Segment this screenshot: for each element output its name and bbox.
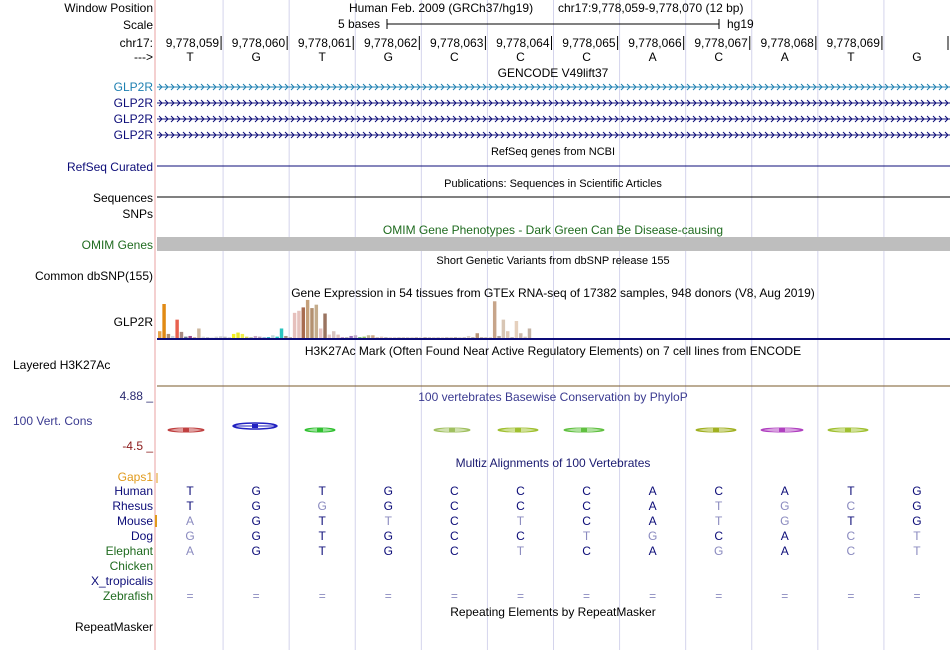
assembly-title: Human Feb. 2009 (GRCh37/hg19) <box>349 1 534 15</box>
alignment-base: C <box>714 484 724 498</box>
reference-base: A <box>648 50 657 64</box>
dbsnp-title: Short Genetic Variants from dbSNP release 155 <box>436 255 670 267</box>
gtex-bar[interactable] <box>289 337 292 338</box>
gtex-bar[interactable] <box>358 337 361 338</box>
gtex-bar[interactable] <box>458 337 461 338</box>
alignment-base: C <box>582 484 591 498</box>
gtex-bar[interactable] <box>223 337 226 338</box>
repeatmasker-title: Repeating Elements by RepeatMasker <box>450 605 656 619</box>
alignment-base: T <box>847 484 855 498</box>
coordinate-label: 9,778,063 <box>430 36 484 50</box>
alignment-base: G <box>912 499 922 513</box>
phylop-min-label: -4.5 _ <box>122 439 153 453</box>
alignment-base: G <box>780 499 790 513</box>
phylop-mark[interactable] <box>761 428 803 432</box>
gtex-bar[interactable] <box>319 328 322 338</box>
gtex-bar[interactable] <box>402 337 405 338</box>
gtex-bar[interactable] <box>397 337 400 338</box>
coordinate-label: 9,778,059 <box>165 36 220 50</box>
refseq-label[interactable]: RefSeq Curated <box>66 160 153 174</box>
gtex-bar[interactable] <box>249 337 252 338</box>
gtex-bar[interactable] <box>210 337 213 338</box>
phylop-mark[interactable] <box>696 428 736 432</box>
alignment-base: G <box>647 529 658 543</box>
phylop-mark[interactable] <box>564 428 604 432</box>
gencode-label-2[interactable]: GLP2R <box>113 96 153 110</box>
alignment-base: G <box>251 514 261 528</box>
alignment-base: C <box>582 514 591 528</box>
coordinate-label: 9,778,062 <box>363 36 418 50</box>
gtex-bar[interactable] <box>406 337 409 338</box>
gtex-bar[interactable] <box>236 333 239 338</box>
alignment-base: T <box>186 484 194 498</box>
alignment-base: C <box>846 499 856 513</box>
gtex-bar[interactable] <box>293 313 296 338</box>
coordinate-label: 9,778,066 <box>628 36 682 50</box>
gtex-bar[interactable] <box>476 333 479 338</box>
dbsnp-label[interactable]: Common dbSNP(155) <box>34 269 153 283</box>
gtex-bar[interactable] <box>332 331 335 338</box>
reference-base: C <box>450 50 459 64</box>
alignment-base: G <box>714 544 724 558</box>
gtex-bar[interactable] <box>480 337 483 338</box>
gtex-bar[interactable] <box>436 337 439 338</box>
alignment-base: T <box>582 529 591 543</box>
alignment-base: A <box>648 484 657 498</box>
gtex-bar[interactable] <box>297 311 300 338</box>
scale-text: 5 bases <box>338 17 381 31</box>
reference-base: A <box>780 50 789 64</box>
alignment-base: = <box>715 589 723 603</box>
gtex-bar[interactable] <box>506 331 509 338</box>
alignment-base: G <box>251 484 261 498</box>
gtex-bar[interactable] <box>467 336 470 338</box>
gtex-bar[interactable] <box>449 337 452 338</box>
species-label[interactable]: Rhesus <box>112 499 153 513</box>
alignment-base: T <box>384 514 392 528</box>
gtex-bar[interactable] <box>175 320 178 338</box>
gtex-bar[interactable] <box>497 336 500 338</box>
gtex-bar[interactable] <box>328 335 331 338</box>
alignment-base: T <box>318 544 326 558</box>
gtex-bar[interactable] <box>489 337 492 338</box>
gtex-bar[interactable] <box>310 308 313 338</box>
coordinate-label: 9,778,065 <box>562 36 616 50</box>
alignment-base: = <box>781 589 789 603</box>
gtex-bar[interactable] <box>393 337 396 338</box>
alignment-base: T <box>913 529 921 543</box>
h3k27ac-title: H3K27Ac Mark (Often Found Near Active Regulatory Elements) on 7 cell lines from ENCODE <box>304 344 802 358</box>
omim-title: OMIM Gene Phenotypes - Dark Green Can Be Disease-causing <box>382 223 724 237</box>
alignment-base: C <box>582 544 591 558</box>
alignment-base: G <box>251 544 261 558</box>
gtex-bar[interactable] <box>528 328 531 338</box>
alignment-base: A <box>648 499 657 513</box>
gtex-bar[interactable] <box>271 335 274 338</box>
alignment-base: C <box>516 529 525 543</box>
alignment-base: C <box>450 514 459 528</box>
gtex-title: Gene Expression in 54 tissues from GTEx RNA-seq of 17382 samples, 948 donors (V8, Aug 2019) <box>291 286 815 300</box>
gtex-bar[interactable] <box>345 337 348 338</box>
phylop-max-label: 4.88 _ <box>119 389 153 403</box>
gtex-bar[interactable] <box>471 337 474 338</box>
reference-base: T <box>847 50 855 64</box>
alignment-base: G <box>317 499 327 513</box>
alignment-base: C <box>582 499 591 513</box>
reference-base: C <box>582 50 591 64</box>
alignment-base: A <box>186 544 195 558</box>
alignment-base: T <box>715 499 723 513</box>
gtex-bar[interactable] <box>188 336 191 338</box>
alignment-base: T <box>516 514 525 528</box>
gtex-bar[interactable] <box>362 337 365 338</box>
reference-base: G <box>383 50 393 64</box>
alignment-base: G <box>780 514 790 528</box>
alignment-base: C <box>846 529 856 543</box>
gaps-label[interactable]: Gaps1 <box>117 470 153 484</box>
gtex-bar[interactable] <box>523 337 526 338</box>
alignment-base: C <box>516 484 525 498</box>
gencode-label-3[interactable]: GLP2R <box>113 112 153 126</box>
gtex-bar[interactable] <box>341 337 344 338</box>
alignment-base: = <box>318 589 326 603</box>
gtex-bar[interactable] <box>202 337 205 338</box>
alignment-base: = <box>450 589 458 603</box>
gtex-bar[interactable] <box>376 337 379 338</box>
gtex-bar[interactable] <box>415 337 418 338</box>
position-range: chr17:9,778,059-9,778,070 (12 bp) <box>558 1 744 15</box>
gtex-bar[interactable] <box>158 331 161 338</box>
phylop-title: 100 vertebrates Basewise Conservation by PhyloP <box>418 390 688 404</box>
alignment-base: G <box>185 529 195 543</box>
gencode-label-4[interactable]: GLP2R <box>113 128 153 142</box>
alignment-base: A <box>780 484 789 498</box>
species-label[interactable]: Human <box>114 484 153 498</box>
alignment-base: C <box>450 484 459 498</box>
gtex-bar[interactable] <box>258 337 261 338</box>
gtex-bar[interactable] <box>419 337 422 338</box>
gtex-bar[interactable] <box>323 314 326 338</box>
sequences-label[interactable]: Sequences <box>92 191 153 205</box>
species-label[interactable]: Dog <box>130 529 153 543</box>
gtex-bar[interactable] <box>432 337 435 338</box>
alignment-base: T <box>516 544 525 558</box>
phylop-mark[interactable] <box>434 428 470 432</box>
gtex-bar[interactable] <box>349 336 352 338</box>
alignment-base: T <box>318 514 326 528</box>
gtex-bar[interactable] <box>302 307 305 338</box>
gtex-bar[interactable] <box>306 300 309 338</box>
assembly-name: hg19 <box>727 17 754 31</box>
alignment-base: A <box>780 529 789 543</box>
species-label[interactable]: Zebrafish <box>102 589 153 603</box>
gtex-bar[interactable] <box>445 337 448 338</box>
gtex-bar[interactable] <box>284 336 287 338</box>
gtex-bar[interactable] <box>193 337 196 338</box>
multiz-title: Multiz Alignments of 100 Vertebrates <box>455 456 651 470</box>
alignment-base: G <box>383 529 393 543</box>
alignment-base: C <box>846 544 856 558</box>
gtex-bar[interactable] <box>384 337 387 338</box>
phylop-marks[interactable] <box>168 423 868 432</box>
alignment-base: = <box>649 589 657 603</box>
gtex-bar[interactable] <box>380 337 383 338</box>
gtex-bar[interactable] <box>389 337 392 338</box>
reference-base: C <box>714 50 724 64</box>
alignment-base: C <box>450 529 459 543</box>
alignment-base: A <box>186 514 195 528</box>
species-label[interactable]: X_tropicalis <box>90 574 153 588</box>
gtex-bar[interactable] <box>515 321 518 338</box>
species-label[interactable]: Elephant <box>105 544 153 558</box>
gtex-bar[interactable] <box>510 337 513 338</box>
gtex-bar[interactable] <box>484 337 487 338</box>
omim-label[interactable]: OMIM Genes <box>81 238 153 252</box>
gtex-bar[interactable] <box>371 335 374 338</box>
gtex-bar[interactable] <box>184 337 187 338</box>
gtex-bar[interactable] <box>423 337 426 338</box>
alignment-base: T <box>913 544 921 558</box>
gencode-title: GENCODE V49lift37 <box>497 66 609 80</box>
alignment-base: A <box>648 544 657 558</box>
coordinate-label: 9,778,068 <box>760 36 814 50</box>
alignment-base: = <box>252 589 260 603</box>
repeatmasker-label[interactable]: RepeatMasker <box>74 620 153 634</box>
snps-label[interactable]: SNPs <box>122 207 153 221</box>
gtex-bar[interactable] <box>428 337 431 338</box>
species-label[interactable]: Mouse <box>116 514 153 528</box>
phylop-mark[interactable] <box>168 428 204 432</box>
reference-base: T <box>186 50 194 64</box>
gtex-bar[interactable] <box>245 337 248 338</box>
alignment-base: T <box>186 499 194 513</box>
gtex-bar[interactable] <box>410 337 413 338</box>
alignment-base: G <box>912 484 922 498</box>
scale-label: Scale <box>122 18 153 32</box>
gtex-bar[interactable] <box>441 337 444 338</box>
alignment-base: G <box>251 529 261 543</box>
alignment-base: G <box>912 514 922 528</box>
gtex-bar[interactable] <box>267 337 270 338</box>
gtex-bar[interactable] <box>493 301 496 338</box>
alignment-base: G <box>383 484 393 498</box>
alignment-base: C <box>450 499 459 513</box>
gtex-bar[interactable] <box>228 337 231 338</box>
reference-base: G <box>912 50 922 64</box>
chrom-label: chr17: <box>119 36 153 50</box>
strand-label: ---> <box>134 50 153 64</box>
publications-title: Publications: Sequences in Scientific Articles <box>444 178 662 190</box>
alignment-base: G <box>383 544 393 558</box>
reference-base: C <box>516 50 525 64</box>
gtex-bar[interactable] <box>206 337 209 338</box>
window-position-label: Window Position <box>64 1 153 15</box>
phylop-label[interactable]: 100 Vert. Cons <box>13 414 93 428</box>
gencode-label-1[interactable]: GLP2R <box>113 80 153 94</box>
phylop-mark[interactable] <box>233 423 277 429</box>
gtex-bar[interactable] <box>336 335 339 338</box>
alignment-base: A <box>648 514 657 528</box>
alignment-base: T <box>715 514 723 528</box>
gtex-bar[interactable] <box>162 304 165 338</box>
alignment-base: G <box>383 499 393 513</box>
alignment-base: = <box>913 589 921 603</box>
species-label[interactable]: Chicken <box>109 559 153 573</box>
gtex-label[interactable]: GLP2R <box>113 315 153 329</box>
gtex-bar[interactable] <box>280 328 283 338</box>
gtex-bar[interactable] <box>241 334 244 338</box>
alignment-base: = <box>583 589 591 603</box>
gtex-bar[interactable] <box>367 335 370 338</box>
h3k27ac-label[interactable]: Layered H3K27Ac <box>13 358 111 372</box>
alignment-base: = <box>847 589 855 603</box>
gtex-bar[interactable] <box>463 337 466 338</box>
alignment-base: = <box>516 589 524 603</box>
gtex-bar[interactable] <box>167 334 170 338</box>
alignment-base: C <box>516 499 525 513</box>
phylop-mark[interactable] <box>498 428 538 432</box>
alignment-base: C <box>450 544 459 558</box>
alignment-base: = <box>186 589 194 603</box>
coordinate-label: 9,778,060 <box>231 36 286 50</box>
gtex-bar[interactable] <box>275 337 278 338</box>
refseq-title: RefSeq genes from NCBI <box>490 146 616 158</box>
gtex-bar[interactable] <box>354 335 357 338</box>
reference-base: G <box>251 50 261 64</box>
gtex-bar[interactable] <box>454 337 457 338</box>
alignment-base: T <box>318 529 326 543</box>
gtex-bar-chart[interactable] <box>158 300 531 338</box>
coordinate-label: 9,778,064 <box>496 36 550 50</box>
coordinate-label: 9,778,069 <box>826 36 880 50</box>
alignment-base: T <box>847 514 855 528</box>
phylop-mark[interactable] <box>305 428 335 432</box>
gtex-bar[interactable] <box>519 333 522 338</box>
omim-bar[interactable] <box>157 237 950 251</box>
alignment-base: A <box>780 544 789 558</box>
phylop-mark[interactable] <box>828 428 868 432</box>
gtex-bar[interactable] <box>215 337 218 338</box>
alignment-base: T <box>318 484 326 498</box>
alignment-base: = <box>384 589 392 603</box>
gtex-bar[interactable] <box>315 305 318 338</box>
coordinate-label: 9,778,067 <box>694 36 748 50</box>
reference-base: T <box>318 50 326 64</box>
coordinate-label: 9,778,061 <box>297 36 352 50</box>
alignment-base: G <box>251 499 261 513</box>
gtex-bar[interactable] <box>171 336 174 338</box>
alignment-base: C <box>714 529 724 543</box>
gtex-bar[interactable] <box>262 337 265 338</box>
gtex-bar[interactable] <box>232 334 235 338</box>
gtex-bar[interactable] <box>502 320 505 338</box>
gtex-bar[interactable] <box>197 328 200 338</box>
gtex-bar[interactable] <box>219 336 222 338</box>
gtex-bar[interactable] <box>254 336 257 338</box>
gtex-bar[interactable] <box>180 332 183 338</box>
